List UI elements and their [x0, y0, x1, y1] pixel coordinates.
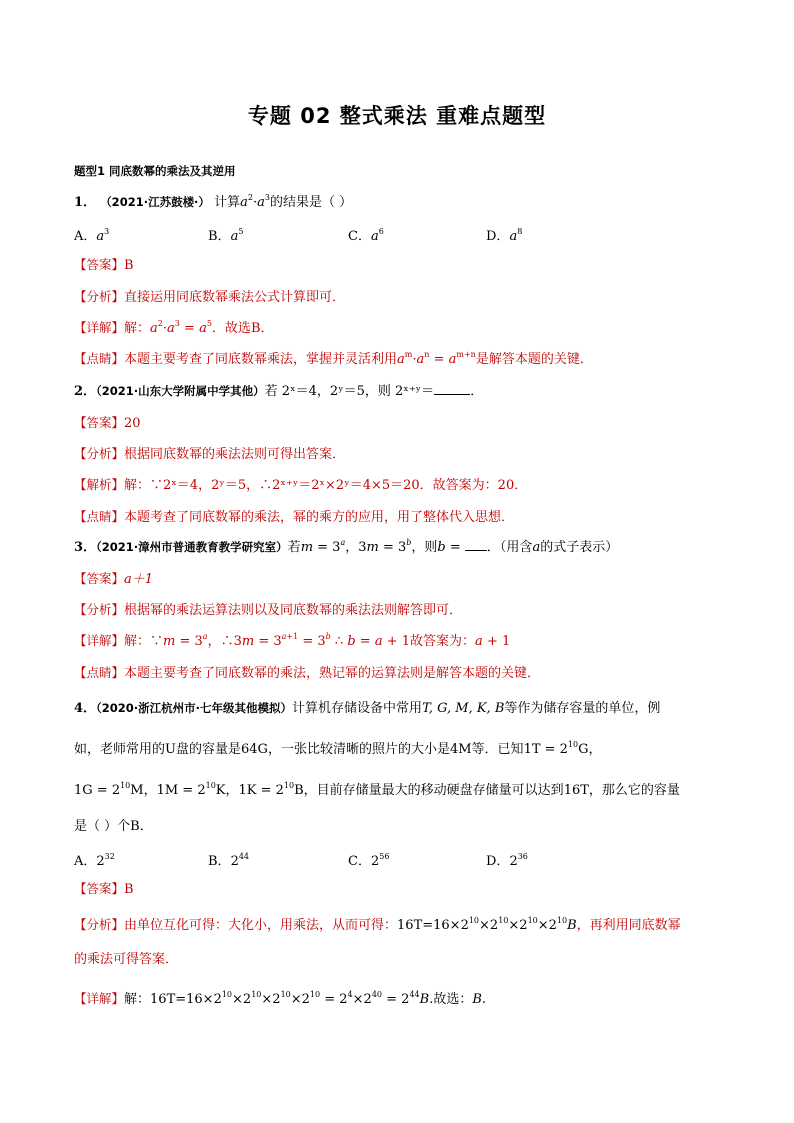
q1-option-b: B．$a^5$ — [208, 227, 244, 244]
q4-option-d: D．$2^{36}$ — [486, 852, 528, 869]
question-1-stem: 1． （2021·江苏鼓楼·） 计算$a^2\cdot a^3$的结果是（ ） — [74, 193, 353, 210]
q4-analysis-line2: 的乘法可得答案． — [74, 952, 179, 967]
q4-option-b: B．$2^{44}$ — [208, 852, 250, 869]
q4-detail: 【详解】解：$16T=16\times 2^{10}\times 2^{10}\times 2^{10}\times 2^{10} = 2^4\times 2^{40} = 2^{44}B$.故选：B. — [74, 990, 487, 1007]
q1-answer: 【答案】B — [74, 257, 134, 273]
question-4-stem-line2: 如，老师常用的U盘的容量是64G，一张比较清晰的照片的大小是4M等．已知$1T = 2^{10}G$， — [74, 740, 602, 757]
q3-analysis: 【分析】根据幂的乘法运算法则以及同底数幂的乘法法则解答即可． — [74, 602, 463, 618]
question-4-stem-line4: 是（ ）个B． — [74, 819, 153, 834]
page-title: 专题 02 整式乘法 重难点题型 — [247, 104, 547, 128]
question-2-stem: 2．（2021·山东大学附属中学其他）若 2ˣ＝4，2ʸ＝5，则 2ˣ⁺ʸ＝ ． — [74, 384, 484, 399]
q1-option-c: C．$a^6$ — [348, 227, 384, 244]
q1-analysis: 【分析】直接运用同底数幂乘法公式计算即可． — [74, 289, 346, 305]
q1-option-d: D．$a^8$ — [486, 227, 523, 244]
q2-comment: 【点睛】本题考查了同底数幂的乘法，幂的乘方的应用，用了整体代入思想． — [74, 509, 515, 525]
q4-analysis-line1: 【分析】由单位互化可得：大化小，用乘法，从而可得：$16T=16\times 2^{10}\times 2^{10}\times 2^{10}\times 2^{10}B$，再利用同底数幂 — [74, 916, 681, 933]
question-4-stem-line1: 4．（2020·浙江杭州市·七年级其他模拟）计算机存储设备中常用T, G, M, K, B等作为储存容量的单位，例 — [74, 701, 661, 716]
question-3-stem: 3．（2021·漳州市普通教育教学研究室）若$m = 3^a$，$3m = 3^b$，则b = ．（用含a的式子表示） — [74, 538, 619, 555]
q3-detail: 【详解】解：∵m = $3^a$，∴3m = $3^{a+1} = 3^b$ ∴ b = a + 1故答案为：a + 1 — [74, 632, 511, 649]
q4-option-c: C．$2^{56}$ — [348, 852, 390, 869]
q1-option-a: A．$a^3$ — [74, 227, 110, 244]
section-heading: 题型1 同底数幂的乘法及其逆用 — [74, 164, 236, 178]
q2-analysis: 【分析】根据同底数幂的乘法法则可得出答案． — [74, 446, 346, 462]
question-4-stem-line3: $1G = 2^{10}M$，$1M = 2^{10}K$，$1K = 2^{10}B$，目前存储量最大的移动硬盘存储量可以达到16T，那么它的容量 — [74, 781, 680, 798]
q4-answer: 【答案】B — [74, 881, 134, 897]
q2-answer: 【答案】20 — [74, 415, 141, 431]
q2-detail: 【解析】解：∵2ˣ＝4，2ʸ＝5，∴2ˣ⁺ʸ＝2ˣ×2ʸ＝4×5＝20．故答案为：20． — [74, 477, 528, 493]
q3-comment: 【点睛】本题主要考查了同底数幂的乘法，熟记幂的运算法则是解答本题的关键． — [74, 665, 541, 681]
q1-detail: 【详解】解：$a^2\cdot a^3 = a^5$．故选B． — [74, 319, 274, 336]
q3-answer: 【答案】a＋1 — [74, 571, 154, 587]
q4-option-a: A．$2^{32}$ — [74, 852, 115, 869]
q1-comment: 【点睛】本题主要考查了同底数幂乘法，掌握并灵活利用$a^m\cdot a^n = a^{m+n}$是解答本题的关键． — [74, 350, 593, 367]
